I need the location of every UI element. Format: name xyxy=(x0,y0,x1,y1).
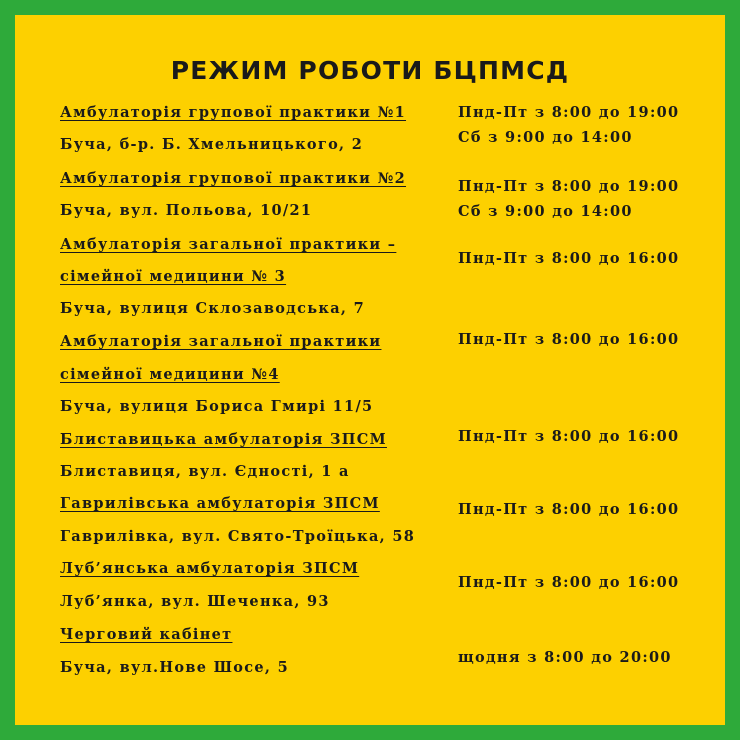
clinic-hours: Пнд-Пт з 8:00 до 19:00 xyxy=(458,178,680,195)
clinic-name: Луб’янська амбулаторія ЗПСМ xyxy=(60,560,360,577)
clinic-name: Амбулаторія загальної практики xyxy=(60,333,382,350)
clinic-address: Гаврилівка, вул. Свято-Троїцька, 58 xyxy=(60,528,416,545)
clinic-address: Буча, вулиця Склозаводська, 7 xyxy=(60,300,365,317)
clinic-hours: Сб з 9:00 до 14:00 xyxy=(458,203,633,220)
clinic-name: Амбулаторія загальної практики – xyxy=(60,236,397,253)
clinic-address: Луб’янка, вул. Шеченка, 93 xyxy=(60,593,330,610)
clinic-name: сімейної медицини №4 xyxy=(60,366,280,383)
clinic-name: Черговий кабінет xyxy=(60,626,233,643)
clinic-hours: Пнд-Пт з 8:00 до 16:00 xyxy=(458,331,680,348)
clinic-name: Гаврилівська амбулаторія ЗПСМ xyxy=(60,495,380,512)
clinic-hours: щодня з 8:00 до 20:00 xyxy=(458,649,672,666)
clinic-hours: Пнд-Пт з 8:00 до 16:00 xyxy=(458,250,680,267)
clinic-hours: Пнд-Пт з 8:00 до 16:00 xyxy=(458,428,680,445)
clinic-address: Буча, вул.Нове Шосе, 5 xyxy=(60,659,290,676)
clinic-hours: Пнд-Пт з 8:00 до 16:00 xyxy=(458,574,680,591)
clinic-name: Амбулаторія групової практики №1 xyxy=(60,104,407,121)
clinic-address: Буча, вулиця Бориса Гмирі 11/5 xyxy=(60,398,374,415)
clinic-hours: Пнд-Пт з 8:00 до 19:00 xyxy=(458,104,680,121)
clinic-name: Блиставицька амбулаторія ЗПСМ xyxy=(60,431,387,448)
page-title: РЕЖИМ РОБОТИ БЦПМСД xyxy=(170,56,570,85)
clinic-hours: Сб з 9:00 до 14:00 xyxy=(458,129,633,146)
clinic-address: Буча, вул. Польова, 10/21 xyxy=(60,202,313,219)
clinic-hours: Пнд-Пт з 8:00 до 16:00 xyxy=(458,501,680,518)
clinic-name: Амбулаторія групової практики №2 xyxy=(60,170,407,187)
clinic-address: Блиставиця, вул. Єдності, 1 а xyxy=(60,463,350,480)
clinic-address: Буча, б-р. Б. Хмельницького, 2 xyxy=(60,136,364,153)
clinic-name: сімейної медицини № 3 xyxy=(60,268,287,285)
